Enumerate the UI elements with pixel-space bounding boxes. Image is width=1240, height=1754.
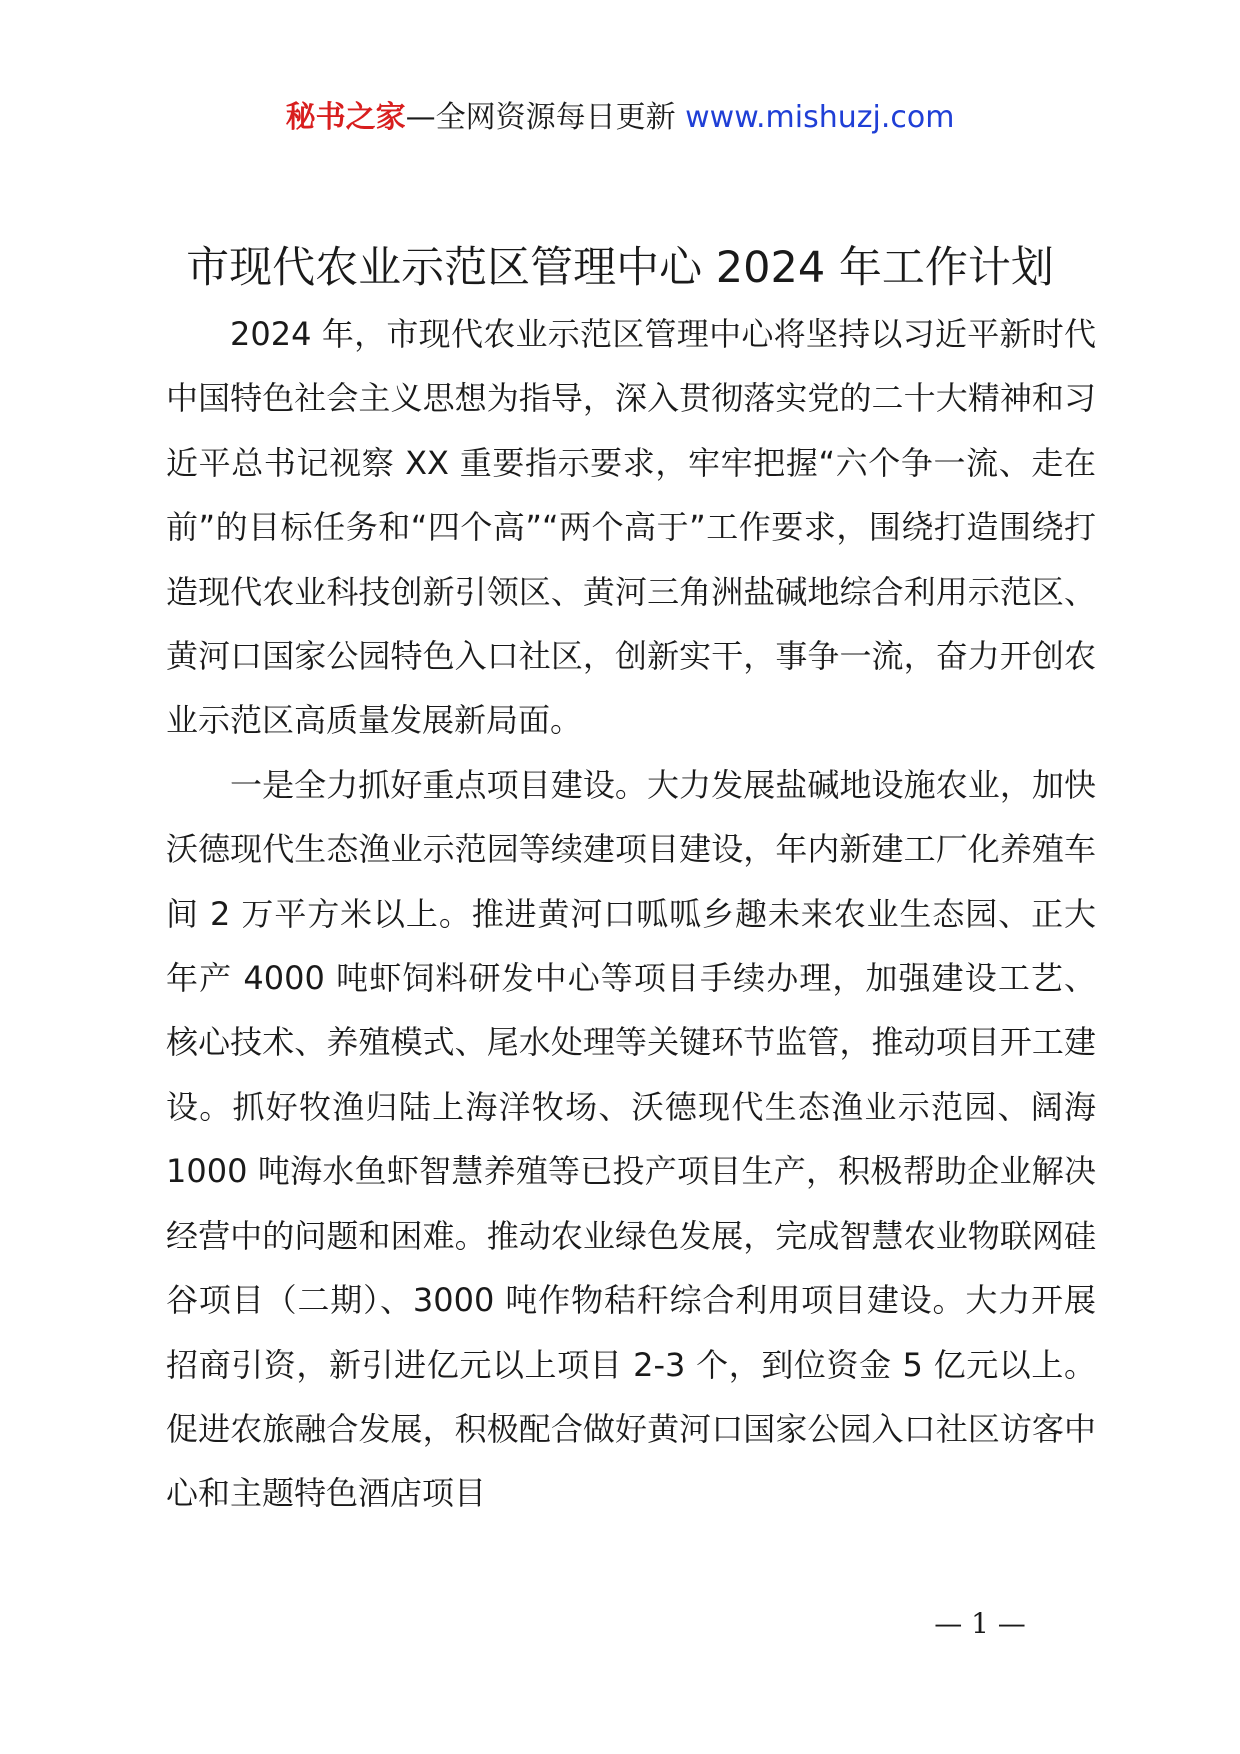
paragraph-intro: 2024 年，市现代农业示范区管理中心将坚持以习近平新时代中国特色社会主义思想为指导，深入贯彻落实党的二十大精神和习近平总书记视察 XX 重要指示要求，牢牢把握“六个争一流、走在前”的目标任务和“四个高”“两个高于”工作要求，围绕打造围绕打造现代农业科技创新引领区、黄河三角洲盐碱地综合利用示范区、黄河口国家公园特色入口社区，创新实干，事争一流，奋力开创农业示范区高质量发展新局面。 <box>166 315 1096 740</box>
site-header <box>0 98 1240 138</box>
page-number: — 1 — <box>934 1607 1026 1640</box>
site-brand: 秘书之家 <box>285 100 406 135</box>
document-title: 市现代农业示范区管理中心 2024 年工作计划 <box>186 243 1054 293</box>
document-body <box>166 302 1096 1526</box>
site-url-link[interactable]: www.mishuzj.com <box>685 100 955 135</box>
paragraph-key-projects: 一是全力抓好重点项目建设。大力发展盐碱地设施农业，加快沃德现代生态渔业示范园等续建项目建设，年内新建工厂化养殖车间 2 万平方米以上。推进黄河口呱呱乡趣未来农业生态园、正大年产 4000 吨虾饲料研发中心等项目手续办理，加强建设工艺、核心技术、养殖模式、尾水处理等关键环节监管，推动项目开工建设。抓好牧渔归陆上海洋牧场、沃德现代生态渔业示范园、阔海 1000 吨海水鱼虾智慧养殖等已投产项目生产，积极帮助企业解决经营中的问题和困难。推动农业绿色发展，完成智慧农业物联网硅谷项目（二期）、3000 吨作物秸秆综合利用项目建设。大力开展招商引资，新引进亿元以上项目 2-3 个，到位资金 5 亿元以上。促进农旅融合发展，积极配合做好黄河口国家公园入口社区访客中心和主题特色酒店项目 <box>166 765 1096 1513</box>
site-tagline: —全网资源每日更新 <box>405 100 676 135</box>
